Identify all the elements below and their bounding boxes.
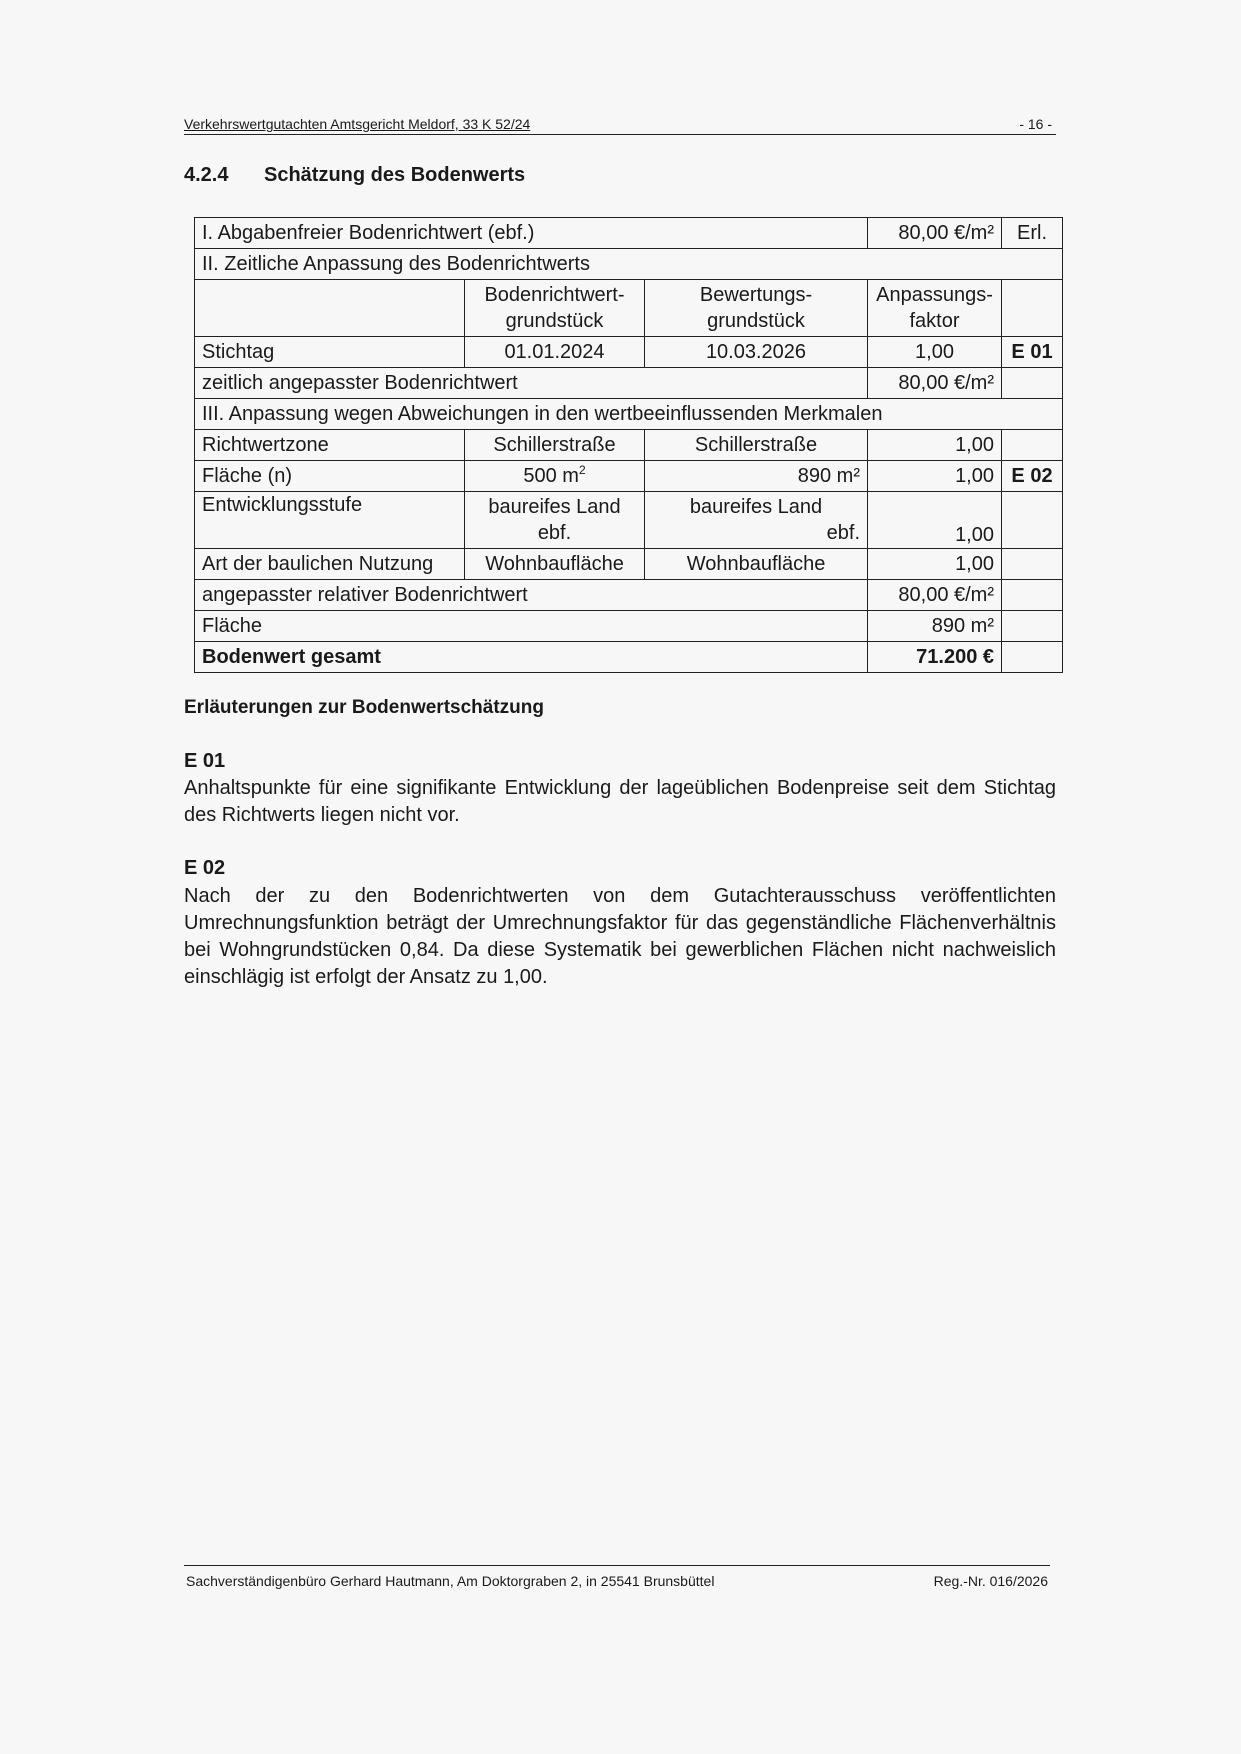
empty-cell	[1002, 611, 1063, 642]
note-reference: Erl.	[1002, 218, 1063, 249]
empty-cell	[1002, 368, 1063, 399]
note-id-e01: E 01	[184, 750, 226, 772]
empty-cell	[1002, 492, 1063, 549]
row-label: Stichtag	[195, 337, 465, 368]
table-row	[195, 399, 1063, 430]
table-row	[195, 492, 1063, 549]
row-label: Fläche (n)	[195, 461, 465, 492]
table-row	[195, 549, 1063, 580]
section-number: 4.2.4	[184, 164, 229, 186]
table-row	[195, 461, 1063, 492]
row-label: zeitlich angepasster Bodenrichtwert	[195, 368, 868, 399]
note-reference: E 02	[1002, 461, 1063, 492]
header-line: Anpassungs-	[876, 284, 993, 306]
row-value: 80,00 €/m²	[868, 580, 1002, 611]
cell-line: ebf.	[826, 522, 860, 544]
row-label: Entwicklungsstufe	[195, 492, 465, 549]
header-reference: Verkehrswertgutachten Amtsgericht Meldorf, 33 K 52/24	[184, 116, 531, 132]
cell-value	[465, 461, 645, 492]
cell-value: 01.01.2024	[465, 337, 645, 368]
empty-cell	[1002, 642, 1063, 673]
table-row	[195, 368, 1063, 399]
footer-reg-number: Reg.-Nr. 016/2026	[933, 1573, 1048, 1589]
row-label: Fläche	[195, 611, 868, 642]
empty-cell	[1002, 580, 1063, 611]
row-label: Art der baulichen Nutzung	[195, 549, 465, 580]
row-value: 80,00 €/m²	[868, 218, 1002, 249]
row-label: angepasster relativer Bodenrichtwert	[195, 580, 868, 611]
table-row	[195, 218, 1063, 249]
column-header	[868, 280, 1002, 337]
cell-line: baureifes Land	[689, 496, 823, 518]
cell-line: ebf.	[537, 522, 572, 544]
explanations-heading: Erläuterungen zur Bodenwertschätzung	[184, 697, 544, 718]
table-header-row	[195, 280, 1063, 337]
page-header	[184, 112, 1056, 135]
cell-value: 890 m²	[645, 461, 868, 492]
cell-value: 1,00	[868, 337, 1002, 368]
area-value: 500 m	[523, 465, 579, 487]
area-exponent: 2	[578, 463, 586, 477]
empty-cell	[1002, 549, 1063, 580]
note-text-e01: Anhaltspunkte für eine signifikante Entwicklung der lageüblichen Bodenpreise seit dem Stichtag des Richtwerts liegen nicht vor.	[184, 777, 1056, 826]
empty-cell	[1002, 430, 1063, 461]
note-reference: E 01	[1002, 337, 1063, 368]
land-value-table	[194, 217, 1063, 673]
cell-value: Wohnbaufläche	[465, 549, 645, 580]
cell-value	[465, 492, 645, 549]
header-line: faktor	[909, 310, 960, 332]
header-line: grundstück	[505, 310, 604, 332]
table-row	[195, 430, 1063, 461]
cell-value: 1,00	[868, 549, 1002, 580]
table-row	[195, 580, 1063, 611]
cell-value	[645, 492, 868, 549]
page-number: - 16 -	[1019, 116, 1052, 132]
column-header	[465, 280, 645, 337]
cell-value: 10.03.2026	[645, 337, 868, 368]
total-label: Bodenwert gesamt	[195, 642, 868, 673]
row-label: II. Zeitliche Anpassung des Bodenrichtwerts	[195, 249, 1063, 280]
table-row	[195, 249, 1063, 280]
row-label: I. Abgabenfreier Bodenrichtwert (ebf.)	[195, 218, 868, 249]
section-title: Schätzung des Bodenwerts	[264, 164, 526, 186]
cell-value: Schillerstraße	[465, 430, 645, 461]
column-header	[645, 280, 868, 337]
header-line: Bewertungs-	[699, 284, 813, 306]
row-value: 80,00 €/m²	[868, 368, 1002, 399]
row-label: Richtwertzone	[195, 430, 465, 461]
header-line: grundstück	[707, 310, 805, 332]
footer-office: Sachverständigenbüro Gerhard Hautmann, Am Doktorgraben 2, in 25541 Brunsbüttel	[186, 1573, 715, 1589]
empty-cell	[195, 280, 465, 337]
table-row	[195, 337, 1063, 368]
empty-cell	[1002, 280, 1063, 337]
cell-value: Wohnbaufläche	[645, 549, 868, 580]
row-value: 890 m²	[868, 611, 1002, 642]
table-total-row	[195, 642, 1063, 673]
note-id-e02: E 02	[184, 857, 226, 879]
note-text-e02: Nach der zu den Bodenrichtwerten von dem Gutachterausschuss veröffentlichten Umrechnungsfunktion beträgt der Umrechnungsfaktor für das gegenständliche Flächenverhältnis bei Wohngrundstücken 0,84. Da diese Systematik bei gewerblichen Flächen nicht nachweislich einschlägig ist erfolgt der Ansatz zu 1,00.	[184, 885, 1056, 988]
cell-value: 1,00	[868, 430, 1002, 461]
page-footer	[184, 1565, 1050, 1589]
cell-value: 1,00	[868, 461, 1002, 492]
cell-value: Schillerstraße	[645, 430, 868, 461]
total-value: 71.200 €	[868, 642, 1002, 673]
header-line: Bodenrichtwert-	[484, 284, 625, 306]
table-row	[195, 611, 1063, 642]
cell-line: baureifes Land	[488, 496, 621, 518]
section-heading	[184, 164, 525, 187]
cell-value: 1,00	[868, 492, 1002, 549]
row-label: III. Anpassung wegen Abweichungen in den wertbeeinflussenden Merkmalen	[195, 399, 1063, 430]
